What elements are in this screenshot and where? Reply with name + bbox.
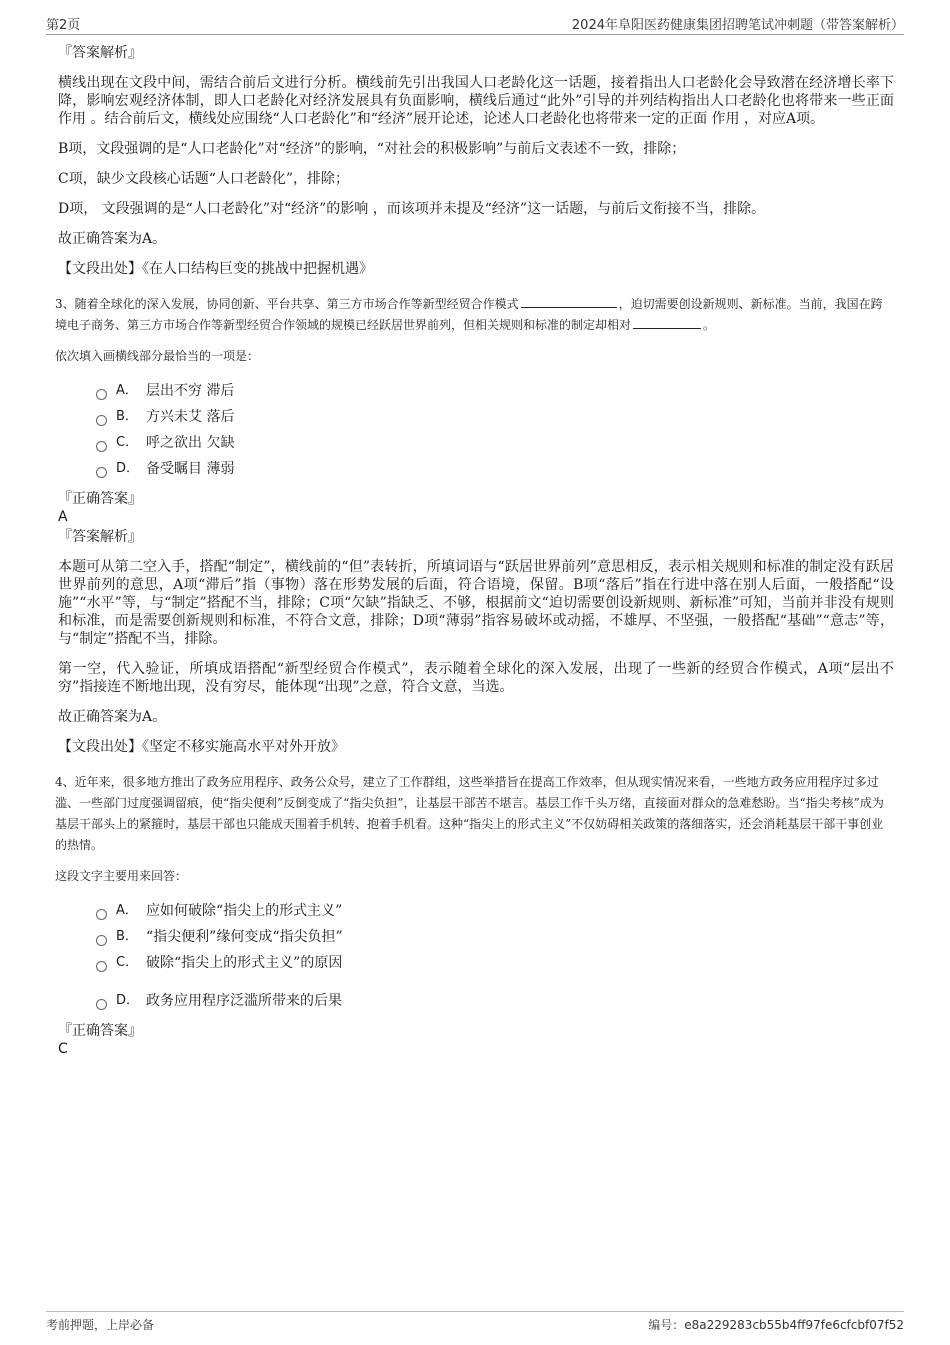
option-letter: A． [116, 383, 138, 398]
q4-stem: 4、近年来，很多地方推出了政务应用程序、政务公众号，建立了工作群组，这些举措旨在提高工作效率，但从现实情况来看，一些地方政务应用程序过多过滥、一些部门过度强调留痕，使“指尖便利”反倒变成了“指尖负担”，让基层干部苦不堪言。基层工作千头万绪，直接面对群众的急难愁盼。当“指尖考核”成为基层干部头上的紧箍时，基层干部也只能成天围着手机转、抱着手机看。这种“指尖上的形式主义”不仅妨碍相关政策的落细落实，还会消耗基层干部干事创业的热情。 [55, 775, 884, 852]
radio-button[interactable] [96, 935, 107, 946]
option-text: 政务应用程序泛滥所带来的后果 [146, 993, 342, 1009]
q2-analysis-label: 『答案解析』 [58, 45, 142, 61]
q2-source: 【文段出处】《在人口结构巨变的挑战中把握机遇》 [58, 261, 373, 277]
radio-button[interactable] [96, 909, 107, 920]
option-letter: C． [116, 435, 139, 450]
q3-analysis-paragraph: 第一空，代入验证，所填成语搭配“新型经贸合作模式”，表示随着全球化的深入发展，出现了一些新的经贸合作模式，A项“层出不穷”指接连不断地出现，没有穷尽，能体现“出现”之意，符合文意，当选。 [58, 661, 894, 695]
option-text: 方兴未艾 落后 [146, 409, 235, 425]
q3-conclusion: 故正确答案为A。 [58, 709, 167, 725]
document-serial-number: 编号：e8a229283cb55b4ff97fe6cfcbf07f52 [648, 1318, 904, 1332]
q3-blank-1 [521, 295, 617, 308]
q3-stem [55, 294, 894, 336]
option-letter: B． [116, 409, 138, 424]
option-text: 呼之欲出 欠缺 [146, 435, 235, 451]
q2-analysis-paragraph: D项， 文段强调的是“人口老龄化”对“经济”的影响 ，而该项并未提及“经济”这一话题，与前后文衔接不当，排除。 [58, 201, 766, 217]
q4-options [96, 898, 894, 1014]
q4-answer: C [58, 1041, 68, 1057]
option-letter: C． [116, 955, 139, 970]
q4-prompt: 这段文字主要用来回答： [55, 869, 188, 883]
radio-button[interactable] [96, 961, 107, 972]
q3-option-a[interactable] [96, 378, 894, 404]
q3-option-d[interactable] [96, 456, 894, 482]
option-text: 层出不穷 滞后 [146, 383, 235, 399]
q3-option-b[interactable] [96, 404, 894, 430]
q3-source: 【文段出处】《坚定不移实施高水平对外开放》 [58, 739, 345, 755]
q3-blank-2 [633, 316, 701, 329]
option-text: “指尖便利”缘何变成“指尖负担” [146, 929, 343, 945]
q3-option-c[interactable] [96, 430, 894, 456]
option-letter: D． [116, 993, 140, 1008]
q3-answer-label: 『正确答案』 [58, 491, 142, 507]
option-text: 破除“指尖上的形式主义”的原因 [146, 955, 343, 971]
radio-button[interactable] [96, 441, 107, 452]
q4-option-a[interactable] [96, 898, 894, 924]
page-number: 第2页 [46, 18, 81, 33]
q2-analysis-paragraph: B项，文段强调的是“人口老龄化”对“经济”的影响，“对社会的积极影响”与前后文表述不一致，排除； [58, 141, 686, 157]
radio-button[interactable] [96, 999, 107, 1010]
document-title: 2024年阜阳医药健康集团招聘笔试冲刺题（带答案解析） [571, 18, 904, 33]
q3-answer: A [58, 509, 68, 525]
footer-slogan: 考前押题，上岸必备 [46, 1318, 155, 1332]
q3-stem-part: ，迫切需要创设新规则、新标准。当前，我国在跨境电子商务、第三方市场合作等新型经贸合作领域的规模已经跃居世界前列，但相关规则和标准的制定却相对 [55, 297, 883, 332]
q4-option-d[interactable] [96, 988, 894, 1014]
q3-stem-part: 3、随着全球化的深入发展，协同创新、平台共享、第三方市场合作等新型经贸合作模式 [55, 297, 519, 311]
page-content [55, 44, 894, 1060]
q4-option-c[interactable] [96, 950, 894, 976]
page-footer [46, 1311, 904, 1334]
option-letter: A． [116, 903, 138, 918]
radio-button[interactable] [96, 467, 107, 478]
q3-analysis-paragraph: 本题可从第二空入手，搭配“制定”，横线前的“但”表转折，所填词语与“跃居世界前列”意思相反，表示相关规则和标准的制定没有跃居世界前列的意思，A项“滞后”指（事物）落在形势发展的后面，符合语境，保留。B项“落后”指在行进中落在别人后面，一般搭配“设施”“水平”等，与“制定”搭配不当，排除；C项“欠缺”指缺乏、不够，根据前文“迫切需要创设新规则、新标准”可知，当前并非没有规则和标准，而是需要创新规则和标准，不符合文意，排除；D项“薄弱”指容易破坏或动摇，不雄厚、不坚强，一般搭配“基础”“意志”等，与“制定”搭配不当，排除。 [58, 559, 894, 647]
option-text: 备受瞩目 薄弱 [146, 461, 235, 477]
q3-stem-part: 。 [703, 318, 716, 332]
q3-options [96, 378, 894, 482]
q2-analysis-paragraph: C项，缺少文段核心话题“人口老龄化”，排除； [58, 171, 350, 187]
page-header [46, 14, 904, 35]
radio-button[interactable] [96, 415, 107, 426]
q3-analysis-label: 『答案解析』 [58, 529, 142, 545]
radio-button[interactable] [96, 389, 107, 400]
q4-option-b[interactable] [96, 924, 894, 950]
option-letter: B． [116, 929, 138, 944]
option-text: 应如何破除“指尖上的形式主义” [146, 903, 343, 919]
q3-prompt: 依次填入画横线部分最恰当的一项是： [55, 349, 260, 363]
q4-answer-label: 『正确答案』 [58, 1023, 142, 1039]
q2-conclusion: 故正确答案为A。 [58, 231, 167, 247]
option-letter: D． [116, 461, 140, 476]
q2-analysis-paragraph: 横线出现在文段中间，需结合前后文进行分析。横线前先引出我国人口老龄化这一话题，接着指出人口老龄化会导致潜在经济增长率下降，影响宏观经济体制，即人口老龄化对经济发展具有负面影响，横线后通过“此外”引导的并列结构指出人口老龄化也将带来一些正面 作用 。结合前后文，横线处应围绕“人口老龄化”和“经济”展开论述，论述人口老龄化也将带来一定的正面 作用 ，对应A项。 [58, 75, 894, 127]
